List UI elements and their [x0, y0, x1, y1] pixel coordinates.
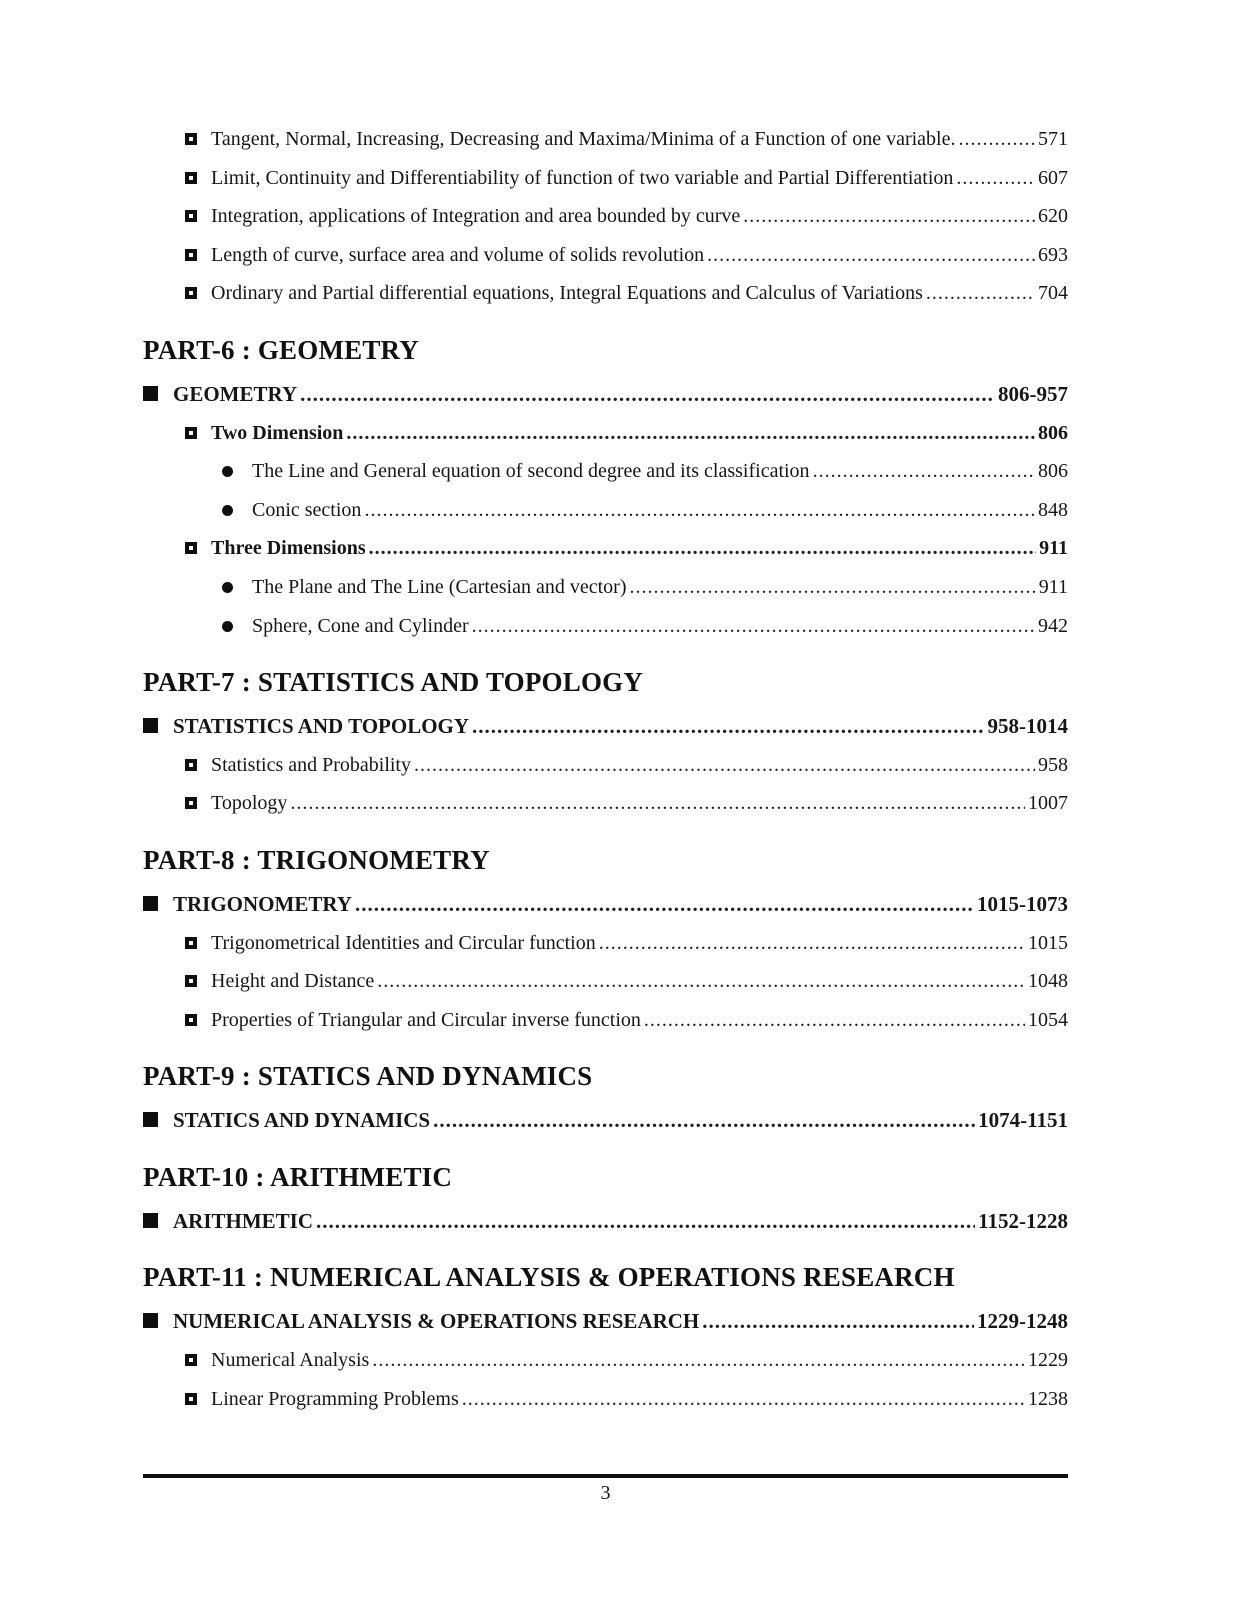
toc-entry-title: Tangent, Normal, Increasing, Decreasing and Maxima/Minima of a Function of one variable.	[211, 128, 956, 150]
toc-section	[143, 330, 1068, 645]
dot-leader	[599, 924, 1025, 963]
toc-entry-title: The Plane and The Line (Cartesian and vector)	[252, 575, 627, 598]
hollow-square-bullet-icon	[185, 1354, 197, 1366]
toc-entry	[143, 274, 1068, 313]
toc-entry-page: 911	[1038, 575, 1068, 598]
toc-section	[143, 662, 1068, 823]
toc-entry	[143, 236, 1068, 275]
toc-entry	[143, 962, 1068, 1001]
toc-entry-title: Trigonometrical Identities and Circular function	[211, 931, 596, 954]
toc-entry-page: 620	[1038, 205, 1068, 228]
hollow-square-bullet-icon	[185, 172, 197, 184]
toc-entry	[143, 1202, 1068, 1241]
toc-entry-title: NUMERICAL ANALYSIS & OPERATIONS RESEARCH	[173, 1309, 700, 1334]
dot-leader	[346, 414, 1035, 453]
hollow-square-bullet-icon	[185, 249, 197, 261]
toc-entry	[143, 452, 1068, 491]
toc-entry-title: Sphere, Cone and Cylinder	[252, 614, 469, 637]
toc-entry-page: 571	[1038, 128, 1068, 150]
toc-entry	[143, 159, 1068, 198]
filled-circle-bullet-icon	[222, 466, 233, 477]
toc-entry-page: 848	[1038, 498, 1068, 521]
hollow-square-bullet-icon	[185, 797, 197, 809]
hollow-square-bullet-icon	[185, 210, 197, 222]
hollow-square-bullet-icon	[185, 1393, 197, 1405]
table-of-contents	[143, 120, 1068, 1418]
dot-leader	[644, 1001, 1025, 1040]
dot-leader	[702, 1302, 974, 1341]
toc-entry-page: 1229	[1028, 1349, 1068, 1372]
toc-entry-page: 1229-1248	[977, 1309, 1068, 1334]
hollow-square-bullet-icon	[185, 287, 197, 299]
filled-square-bullet-icon	[143, 718, 158, 733]
filled-circle-bullet-icon	[222, 582, 233, 593]
filled-square-bullet-icon	[143, 1112, 158, 1127]
toc-entry	[143, 529, 1068, 568]
toc-entry-page: 1015	[1028, 931, 1068, 954]
toc-entry	[143, 1380, 1068, 1419]
toc-entry-page: 958	[1038, 753, 1068, 776]
toc-section	[143, 120, 1068, 313]
dot-leader	[956, 159, 1035, 198]
toc-entry-title: Statistics and Probability	[211, 753, 411, 776]
toc-entry-page: 1048	[1028, 970, 1068, 993]
toc-entry	[143, 784, 1068, 823]
filled-square-bullet-icon	[143, 896, 158, 911]
toc-entry	[143, 414, 1068, 453]
dot-leader	[355, 885, 974, 924]
toc-entry-title: Topology	[211, 792, 288, 815]
toc-entry-title: STATICS AND DYNAMICS	[173, 1108, 431, 1133]
hollow-square-bullet-icon	[185, 759, 197, 771]
filled-square-bullet-icon	[143, 1313, 158, 1328]
toc-entry	[143, 924, 1068, 963]
toc-entry-page: 942	[1038, 614, 1068, 637]
toc-entry-title: Linear Programming Problems	[211, 1387, 459, 1410]
toc-section	[143, 1056, 1068, 1140]
dot-leader	[926, 274, 1035, 313]
page-footer	[143, 1474, 1068, 1508]
filled-circle-bullet-icon	[222, 621, 233, 632]
toc-entry-page: 1015-1073	[977, 891, 1068, 916]
toc-entry-title: The Line and General equation of second degree and its classification	[252, 460, 810, 483]
dot-leader	[707, 236, 1035, 275]
part-heading: PART-6 : GEOMETRY	[143, 334, 420, 365]
dot-leader	[372, 1341, 1025, 1380]
filled-square-bullet-icon	[143, 386, 158, 401]
hollow-square-bullet-icon	[185, 937, 197, 949]
toc-entry-title: Limit, Continuity and Differentiability of function of two variable and Partial Differentiation	[211, 166, 954, 189]
toc-entry	[143, 197, 1068, 236]
hollow-square-bullet-icon	[185, 542, 197, 554]
hollow-square-bullet-icon	[185, 427, 197, 439]
dot-leader	[462, 1380, 1025, 1419]
toc-entry	[143, 885, 1068, 924]
toc-entry-title: Three Dimensions	[211, 537, 366, 560]
toc-entry-page: 1238	[1028, 1387, 1068, 1410]
toc-entry-page: 607	[1038, 166, 1068, 189]
toc-entry	[143, 707, 1068, 746]
toc-entry-title: Numerical Analysis	[211, 1349, 370, 1372]
toc-entry-title: Conic section	[252, 498, 362, 521]
toc-entry-page: 911	[1039, 537, 1068, 560]
hollow-square-bullet-icon	[185, 975, 197, 987]
toc-entry-title: STATISTICS AND TOPOLOGY	[173, 714, 470, 739]
dot-leader	[629, 568, 1035, 607]
toc-entry-title: Ordinary and Partial differential equations, Integral Equations and Calculus of Variations	[211, 282, 923, 305]
part-heading: PART-10 : ARITHMETIC	[143, 1161, 453, 1192]
toc-entry-title: GEOMETRY	[173, 381, 298, 406]
dot-leader	[813, 452, 1035, 491]
dot-leader	[472, 607, 1035, 646]
toc-entry	[143, 1001, 1068, 1040]
toc-entry	[143, 1302, 1068, 1341]
toc-section	[143, 840, 1068, 1039]
dot-leader	[414, 746, 1035, 785]
page-number: 3	[600, 1482, 611, 1504]
toc-entry-title: Properties of Triangular and Circular inverse function	[211, 1008, 641, 1031]
toc-entry-title: Length of curve, surface area and volume of solids revolution	[211, 243, 705, 266]
hollow-square-bullet-icon	[185, 1014, 197, 1026]
toc-entry	[143, 746, 1068, 785]
dot-leader	[433, 1101, 975, 1140]
toc-entry-page: 806	[1038, 460, 1068, 483]
toc-entry-page: 1074-1151	[978, 1108, 1068, 1133]
toc-entry-title: Height and Distance	[211, 970, 375, 993]
part-heading: PART-8 : TRIGONOMETRY	[143, 844, 490, 875]
toc-entry	[143, 607, 1068, 646]
toc-section	[143, 1157, 1068, 1241]
toc-entry-title: Two Dimension	[211, 421, 344, 444]
toc-section	[143, 1257, 1068, 1418]
toc-entry-page: 806	[1038, 421, 1068, 444]
toc-entry-title: Integration, applications of Integration and area bounded by curve	[211, 205, 741, 228]
part-heading: PART-11 : NUMERICAL ANALYSIS & OPERATIONS RESEARCH	[143, 1262, 955, 1293]
dot-leader	[300, 375, 995, 414]
filled-square-bullet-icon	[143, 1213, 158, 1228]
dot-leader	[377, 962, 1025, 1001]
dot-leader	[958, 120, 1035, 159]
dot-leader	[743, 197, 1035, 236]
hollow-square-bullet-icon	[185, 133, 197, 145]
filled-circle-bullet-icon	[222, 505, 233, 516]
toc-entry	[143, 1101, 1068, 1140]
toc-entry-page: 1054	[1028, 1008, 1068, 1031]
part-heading: PART-7 : STATISTICS AND TOPOLOGY	[143, 667, 644, 698]
toc-entry	[143, 375, 1068, 414]
toc-entry-page: 1152-1228	[978, 1208, 1068, 1233]
dot-leader	[290, 784, 1025, 823]
toc-entry	[143, 1341, 1068, 1380]
toc-entry-page: 693	[1038, 243, 1068, 266]
toc-entry-page: 1007	[1028, 792, 1068, 815]
dot-leader	[472, 707, 984, 746]
toc-entry-page: 806-957	[998, 381, 1068, 406]
dot-leader	[369, 529, 1036, 568]
toc-entry-title: ARITHMETIC	[173, 1208, 314, 1233]
toc-entry-page: 704	[1038, 282, 1068, 305]
toc-entry	[143, 491, 1068, 530]
dot-leader	[364, 491, 1035, 530]
toc-entry	[143, 568, 1068, 607]
toc-entry	[143, 120, 1068, 159]
dot-leader	[316, 1202, 975, 1241]
toc-entry-title: TRIGONOMETRY	[173, 891, 352, 916]
toc-entry-page: 958-1014	[987, 714, 1068, 739]
part-heading: PART-9 : STATICS AND DYNAMICS	[143, 1061, 593, 1092]
